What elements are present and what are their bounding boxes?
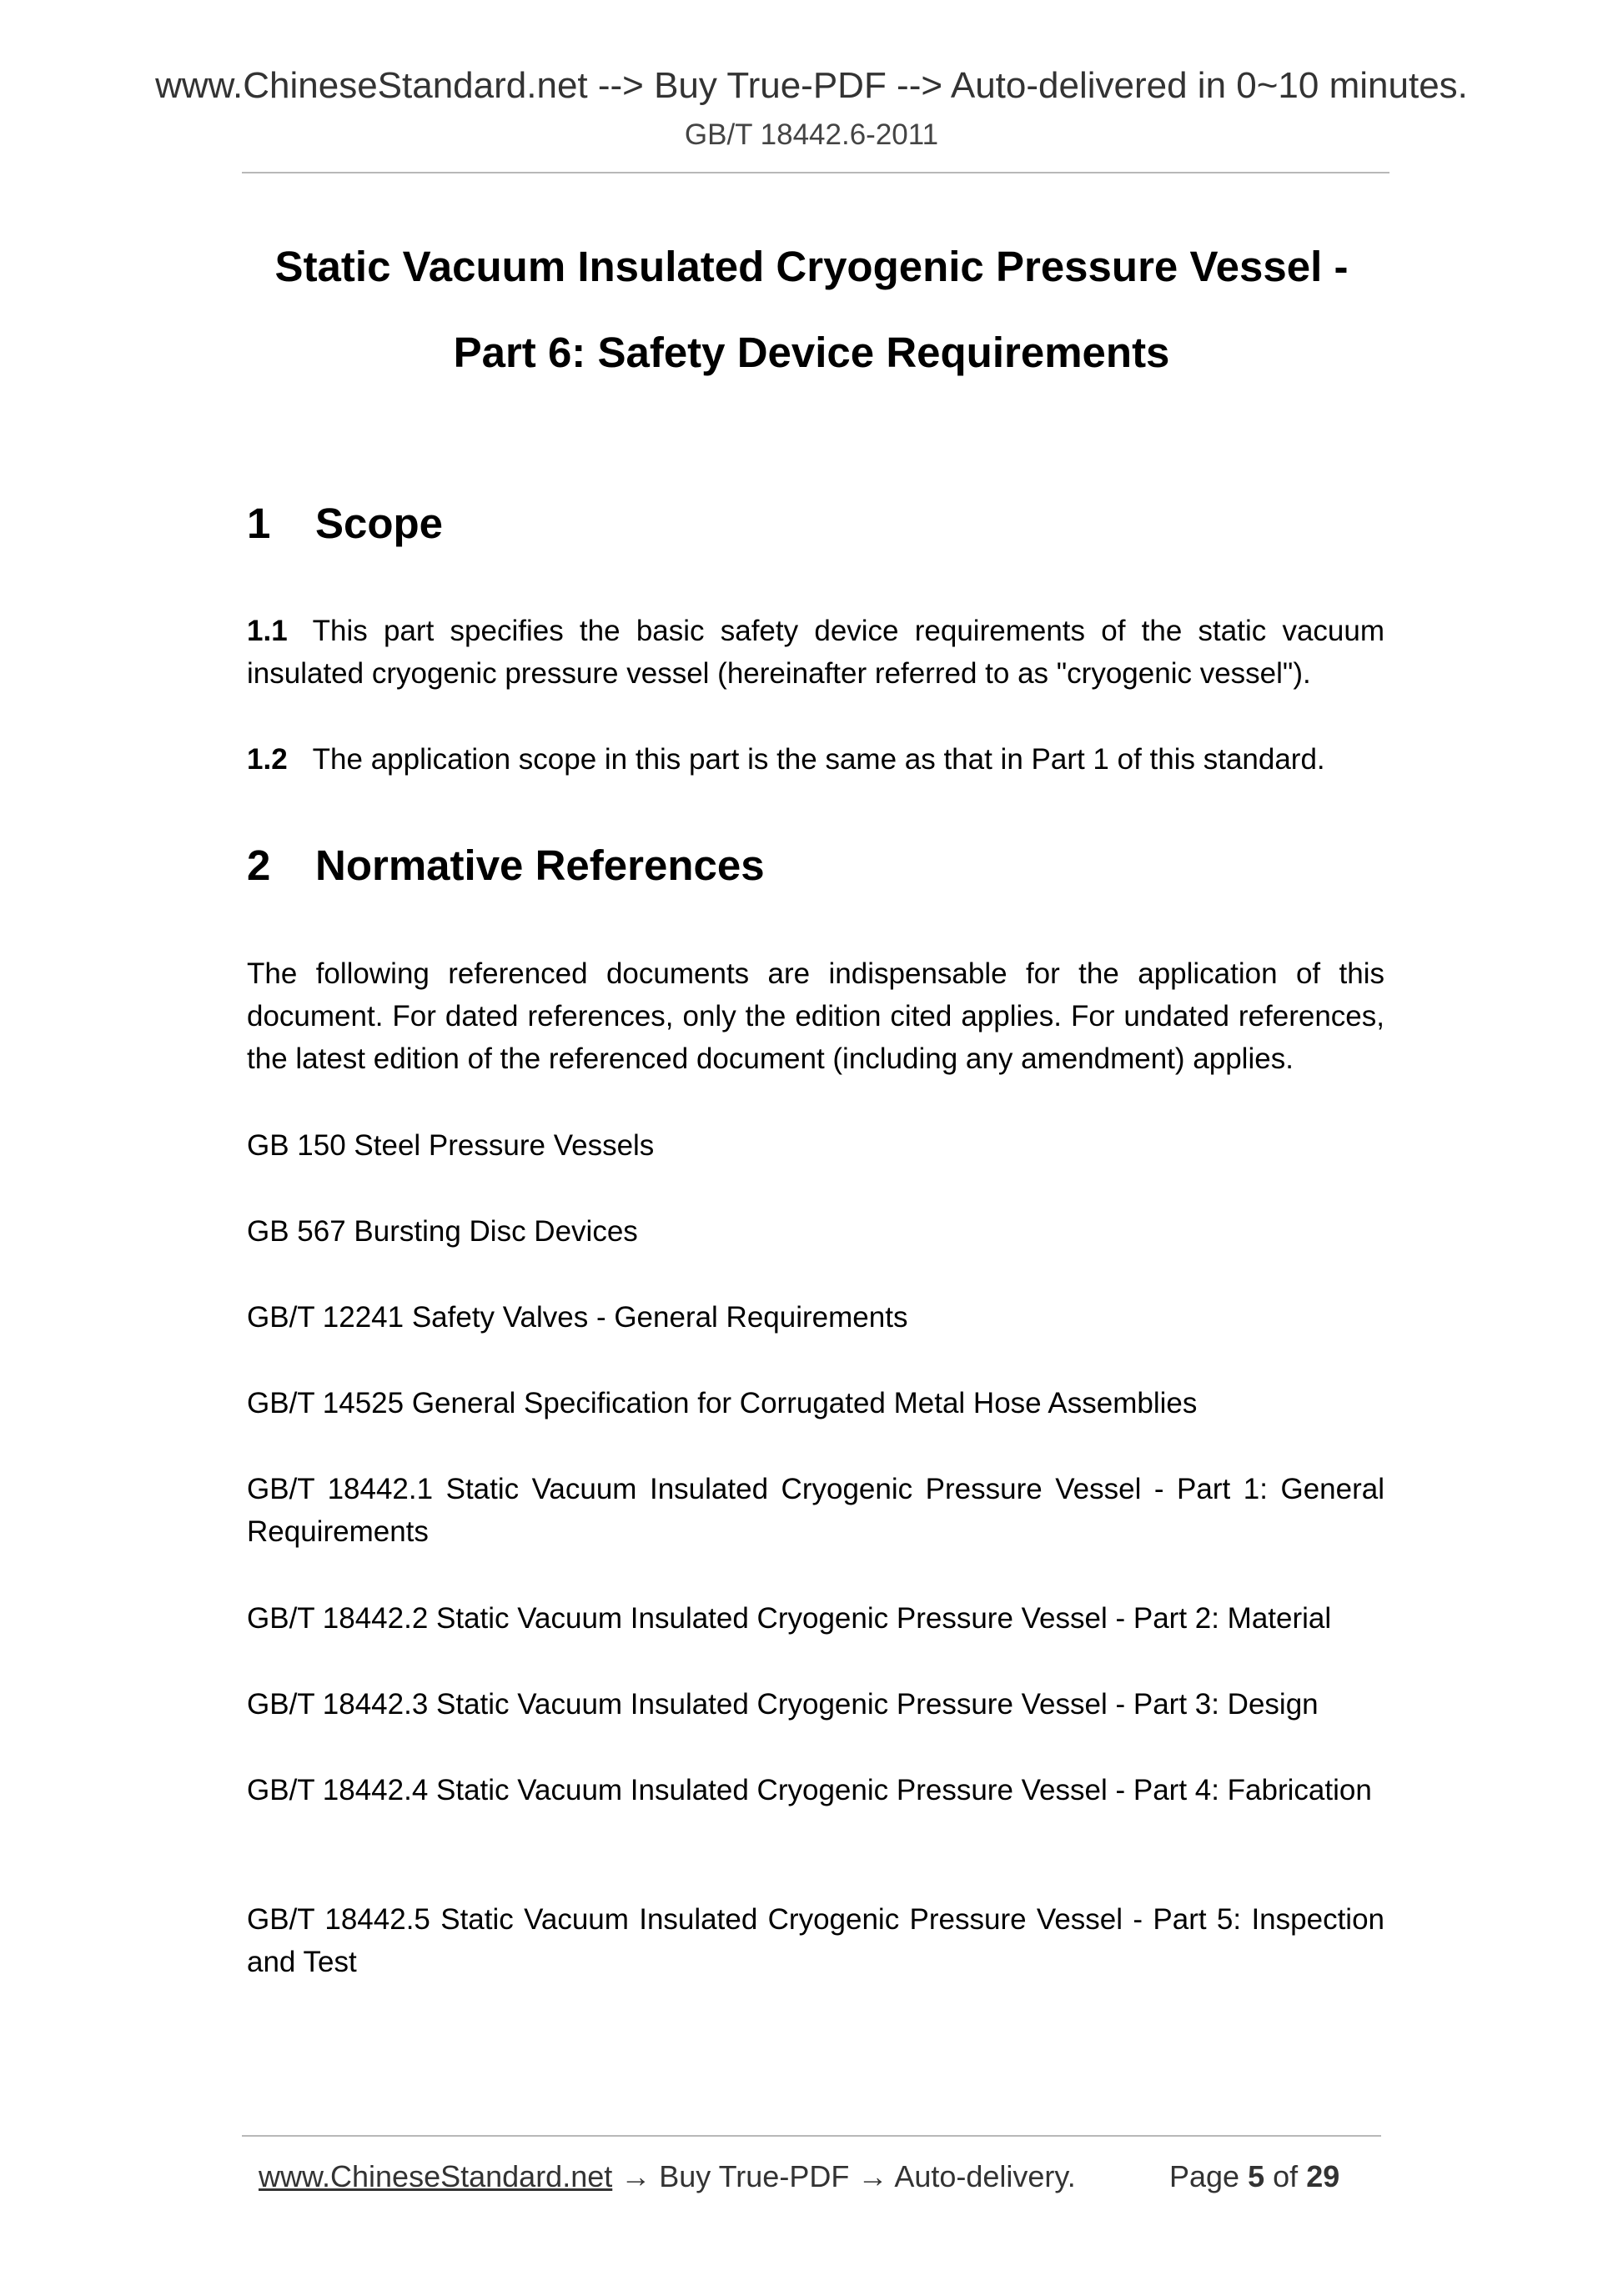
reference-item: GB/T 18442.3 Static Vacuum Insulated Cryogenic Pressure Vessel - Part 3: Design xyxy=(247,1688,1319,1721)
reference-item: GB/T 14525 General Specification for Corrugated Metal Hose Assemblies xyxy=(247,1387,1198,1419)
section-title: Scope xyxy=(315,500,444,547)
document-title-line-1: Static Vacuum Insulated Cryogenic Pressure Vessel - xyxy=(274,243,1349,290)
clause-text-line-1: This part specifies the basic safety device requirements of the static vacuum xyxy=(312,615,1384,647)
of-label: of xyxy=(1273,2159,1299,2193)
header-divider xyxy=(242,172,1389,173)
reference-item: GB/T 18442.4 Static Vacuum Insulated Cryogenic Pressure Vessel - Part 4: Fabrication xyxy=(247,1774,1372,1806)
section-heading-normative-references xyxy=(247,841,765,890)
reference-item: GB/T 12241 Safety Valves - General Requirements xyxy=(247,1301,908,1334)
page-current: 5 xyxy=(1248,2159,1265,2193)
section-number: 1 xyxy=(247,500,271,547)
page-label: Page xyxy=(1169,2159,1240,2193)
reference-item: GB/T 18442.2 Static Vacuum Insulated Cryogenic Pressure Vessel - Part 2: Material xyxy=(247,1602,1332,1635)
clause-text: The application scope in this part is the same as that in Part 1 of this standard. xyxy=(312,743,1325,776)
reference-item: GB 150 Steel Pressure Vessels xyxy=(247,1129,655,1162)
document-code: GB/T 18442.6-2011 xyxy=(684,118,939,151)
document-title-line-2: Part 6: Safety Device Requirements xyxy=(453,329,1170,376)
footer-promo xyxy=(259,2159,1076,2194)
footer-promo-text: → Buy True-PDF → Auto-delivery. xyxy=(612,2159,1076,2193)
clause-number: 1.1 xyxy=(247,615,288,647)
footer-site-link[interactable]: www.ChineseStandard.net xyxy=(259,2159,613,2193)
reference-item: GB 567 Bursting Disc Devices xyxy=(247,1215,638,1248)
references-intro: The following referenced documents are indispensable for the application of this document. For dated references, only the edition cited applies. For undated references, the latest edition of the referenced document (including any amendment) applies. xyxy=(247,957,1384,1075)
section-heading-scope xyxy=(247,499,443,548)
section-number: 2 xyxy=(247,842,271,889)
clause-1-1 xyxy=(247,610,1384,695)
reference-item: GB/T 18442.5 Static Vacuum Insulated Cryogenic Pressure Vessel - Part 5: Inspection and Test xyxy=(247,1903,1384,1978)
section-title: Normative References xyxy=(315,842,765,889)
page-indicator xyxy=(1169,2159,1339,2194)
clause-text-line-2: insulated cryogenic pressure vessel (hereinafter referred to as "cryogenic vessel"). xyxy=(247,657,1311,690)
header-banner: www.ChineseStandard.net --> Buy True-PDF --> Auto-delivered in 0~10 minutes. xyxy=(155,65,1468,106)
footer-divider xyxy=(242,2135,1381,2137)
reference-item: GB/T 18442.1 Static Vacuum Insulated Cryogenic Pressure Vessel - Part 1: General Requirements xyxy=(247,1473,1384,1548)
clause-number: 1.2 xyxy=(247,743,288,776)
page-total: 29 xyxy=(1306,2159,1340,2193)
clause-1-2 xyxy=(247,738,1384,781)
